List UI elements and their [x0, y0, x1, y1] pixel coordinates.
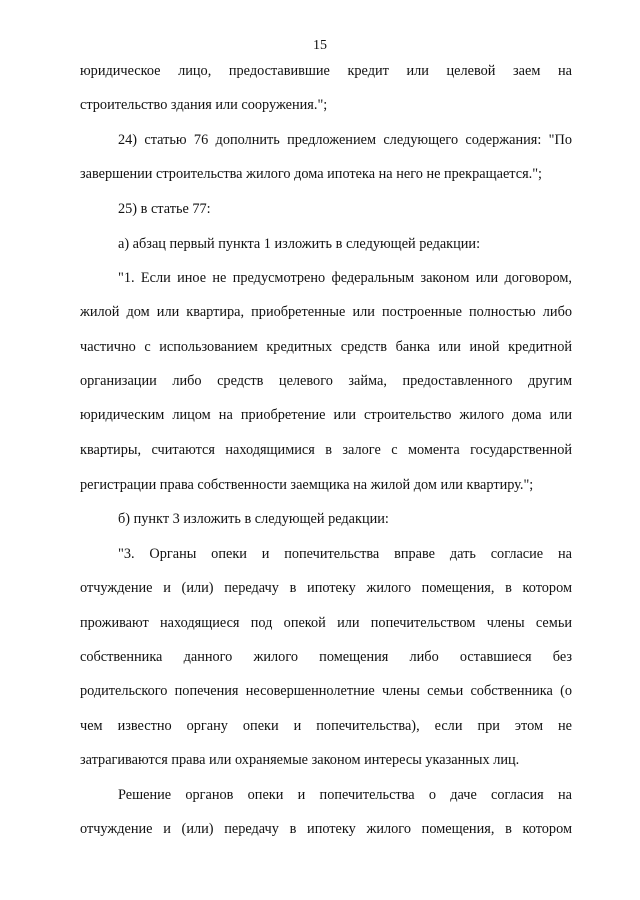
text-line: отчуждение и (или) передачу в ипотеку жилого помещения, в котором [80, 580, 572, 596]
text-line: жилой дом или квартира, приобретенные или построенные полностью либо [80, 304, 572, 320]
text-line: затрагиваются права или охраняемые законом интересы указанных лиц. [80, 752, 520, 768]
text-line: юридическое лицо, предоставившие кредит или целевой заем на [80, 63, 572, 79]
text-line: 24) статью 76 дополнить предложением следующего содержания: "По [118, 132, 572, 148]
text-line: строительство здания или сооружения."; [80, 97, 328, 113]
text-line: "3. Органы опеки и попечительства вправе дать согласие на [118, 546, 572, 562]
text-line: а) абзац первый пункта 1 изложить в следующей редакции: [118, 236, 481, 252]
text-line: собственника данного жилого помещения либо оставшиеся без [80, 649, 572, 665]
text-line: Решение органов опеки и попечительства о даче согласия на [118, 787, 572, 803]
text-line: чем известно органу опеки и попечительства), если при этом не [80, 718, 572, 734]
text-line: завершении строительства жилого дома ипотека на него не прекращается."; [80, 166, 543, 182]
text-line: родительского попечения несовершеннолетние члены семьи собственника (о [80, 683, 572, 699]
text-line: частично с использованием кредитных средств банка или иной кредитной [80, 339, 572, 355]
text-line: отчуждение и (или) передачу в ипотеку жилого помещения, в котором [80, 821, 572, 837]
page-number: 15 [313, 38, 327, 53]
text-line: юридическим лицом на приобретение или строительство жилого дома или [80, 407, 572, 423]
text-line: "1. Если иное не предусмотрено федеральным законом или договором, [118, 270, 572, 286]
text-line: проживают находящиеся под опекой или попечительством члены семьи [80, 615, 572, 631]
text-line: 25) в статье 77: [118, 201, 211, 217]
text-line: б) пункт 3 изложить в следующей редакции: [118, 511, 389, 527]
text-line: квартиры, считаются находящимися в залоге с момента государственной [80, 442, 572, 458]
text-line: регистрации права собственности заемщика на жилой дом или квартиру."; [80, 477, 534, 493]
text-line: организации либо средств целевого займа, предоставленного другим [80, 373, 572, 389]
